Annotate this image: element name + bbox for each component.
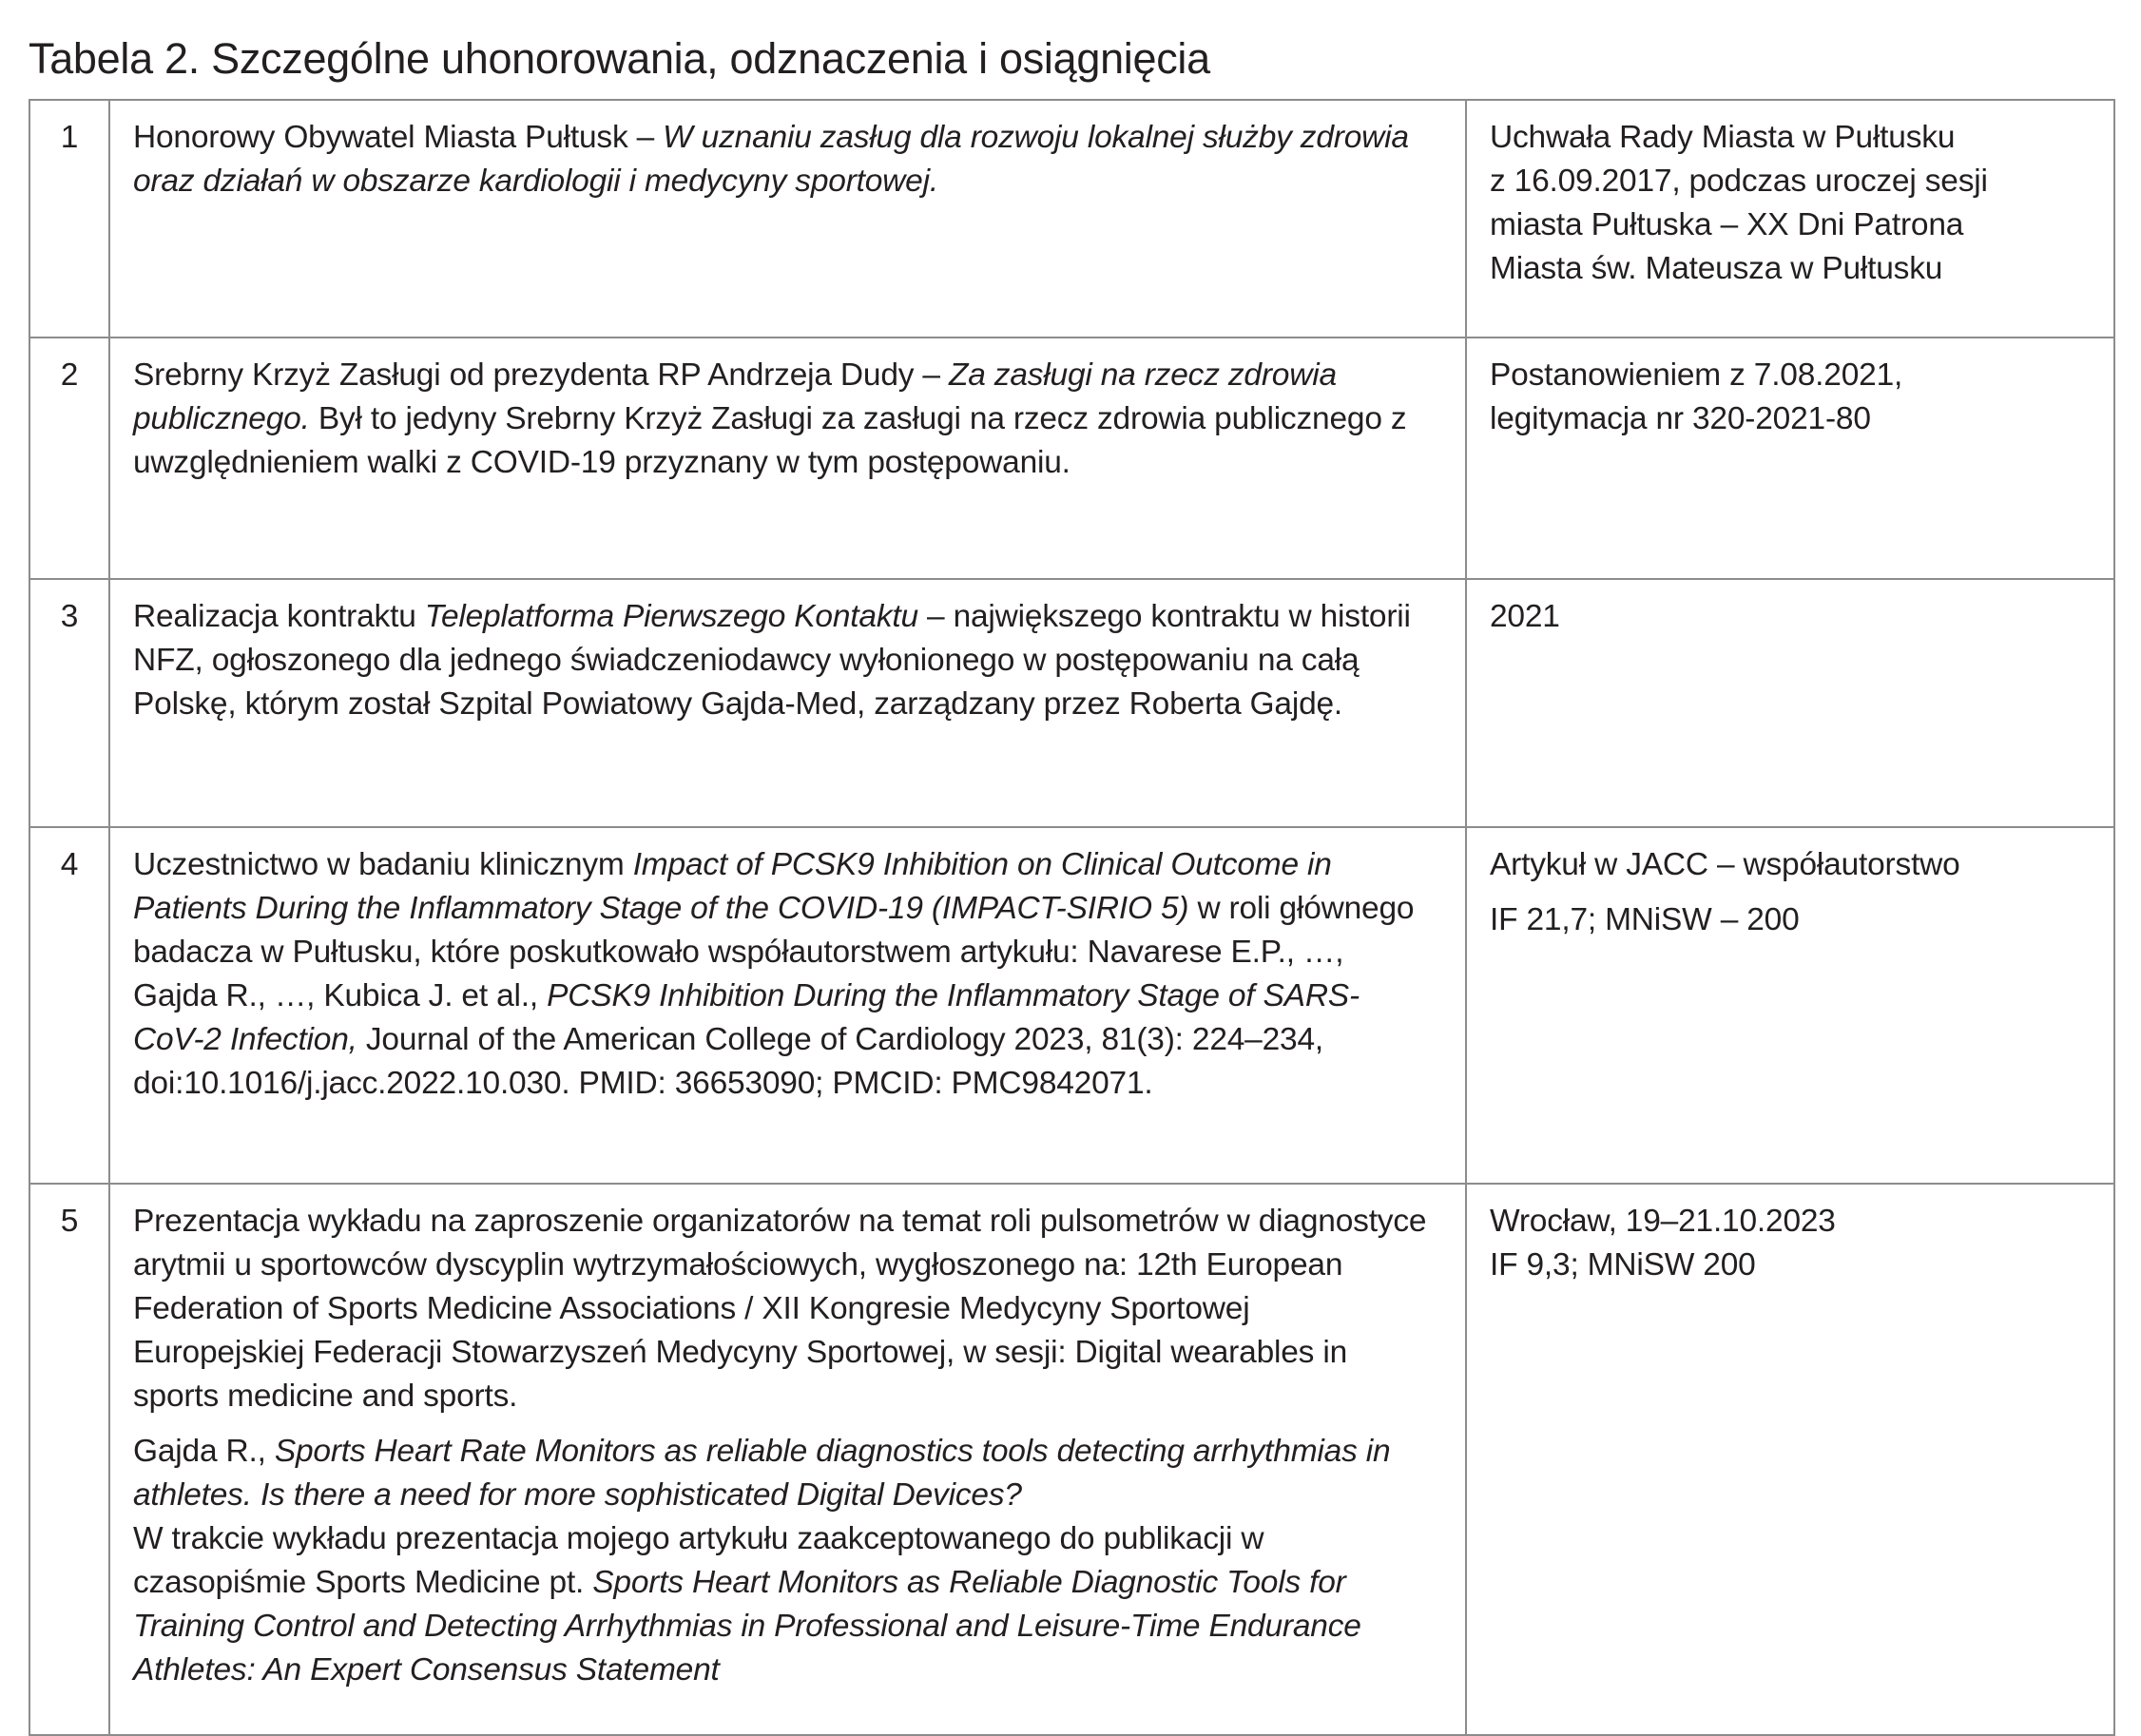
row-source xyxy=(1466,338,2114,579)
table-row xyxy=(29,1184,2114,1735)
row-description xyxy=(109,338,1466,579)
honors-table xyxy=(29,99,2115,1736)
description-paragraph xyxy=(133,1430,1427,1517)
description-text: – największego kontraktu w historii NFZ, ogłoszonego dla jednego świadczeniodawcy wyłonionego w postępowaniu na całą Polskę, którym został Szpital Powiatowy Gajda-Med, zarządzany przez Roberta Gajdę. xyxy=(133,599,1411,722)
description-italic: W uznaniu zasług dla rozwoju lokalnej służby zdrowia oraz działań w obszarze kardiologii i medycyny sportowej. xyxy=(133,120,1409,199)
description-paragraph xyxy=(133,1517,1427,1692)
description-italic: Sports Heart Monitors as Reliable Diagnostic Tools for Training Control and Detecting Arrhythmias in Professional and Leisure-Time Endurance Athletes: An Expert Consensus Statement xyxy=(133,1565,1361,1688)
source-line: Miasta św. Mateusza w Pułtusku xyxy=(1490,251,1943,286)
table-caption: Tabela 2. Szczególne uhonorowania, odznaczenia i osiągnięcia xyxy=(29,34,1210,83)
row-description xyxy=(109,827,1466,1184)
source-line: Artykuł w JACC – współautorstwo xyxy=(1490,847,1960,882)
source-line: miasta Pułtuska – XX Dni Patrona xyxy=(1490,207,1964,242)
description-text: Srebrny Krzyż Zasługi od prezydenta RP Andrzeja Dudy – xyxy=(133,357,949,393)
description-italic: Za zasługi na rzecz zdrowia publicznego. xyxy=(133,357,1337,436)
description-italic: PCSK9 Inhibition During the Inflammatory Stage of SARS-CoV-2 Infection, xyxy=(133,978,1360,1057)
row-description xyxy=(109,1184,1466,1735)
description-italic: Impact of PCSK9 Inhibition on Clinical Outcome in Patients During the Inflammatory Stage of the COVID-19 (IMPACT-SIRIO 5) xyxy=(133,847,1332,926)
source-line: IF 21,7; MNiSW – 200 xyxy=(1490,902,1800,937)
row-number: 5 xyxy=(29,1184,109,1735)
table-row xyxy=(29,827,2114,1184)
table-row xyxy=(29,338,2114,579)
row-source xyxy=(1466,827,2114,1184)
row-source xyxy=(1466,100,2114,338)
table-row xyxy=(29,579,2114,827)
source-line: IF 9,3; MNiSW 200 xyxy=(1490,1247,1756,1283)
source-line: legitymacja nr 320-2021-80 xyxy=(1490,401,1871,436)
row-source xyxy=(1466,579,2114,827)
description-italic: Teleplatforma Pierwszego Kontaktu xyxy=(424,599,918,634)
description-text: Realizacja kontraktu xyxy=(133,599,425,634)
source-line: z 16.09.2017, podczas uroczej sesji xyxy=(1490,164,1988,199)
row-number: 1 xyxy=(29,100,109,338)
row-number: 4 xyxy=(29,827,109,1184)
row-number: 3 xyxy=(29,579,109,827)
table-row xyxy=(29,100,2114,338)
description-text: Uczestnictwo w badaniu klinicznym xyxy=(133,847,633,882)
description-text: W trakcie wykładu prezentacja mojego artykułu zaakceptowanego do publikacji w czasopiśmie Sports Medicine pt. xyxy=(133,1521,1264,1600)
row-description xyxy=(109,100,1466,338)
description-text: Gajda R., xyxy=(133,1434,275,1469)
source-line: Postanowieniem z 7.08.2021, xyxy=(1490,357,1903,393)
row-number: 2 xyxy=(29,338,109,579)
source-line: Uchwała Rady Miasta w Pułtusku xyxy=(1490,120,1956,155)
description-text: Był to jedyny Srebrny Krzyż Zasługi za zasługi na rzecz zdrowia publicznego z uwzględnieniem walki z COVID-19 przyznany w tym postępowaniu. xyxy=(133,401,1407,480)
row-source xyxy=(1466,1184,2114,1735)
source-line: 2021 xyxy=(1490,599,1560,634)
row-description xyxy=(109,579,1466,827)
description-text: w roli głównego badacza w Pułtusku, które poskutkowało współautorstwem artykułu: Navarese E.P., …, Gajda R., …, Kubica J. et al., xyxy=(133,891,1415,1013)
description-text: Honorowy Obywatel Miasta Pułtusk – xyxy=(133,120,664,155)
description-text: Journal of the American College of Cardiology 2023, 81(3): 224–234, doi:10.1016/j.jacc.2022.10.030. PMID: 36653090; PMCID: PMC9842071. xyxy=(133,1022,1324,1101)
description-paragraph: Prezentacja wykładu na zaproszenie organizatorów na temat roli pulsometrów w diagnostyce arytmii u sportowców dyscyplin wytrzymałościowych, wygłoszonego na: 12th European Federation of Sports Medicine Associations / XII Kongresie Medycyny Sportowej Europejskiej Federacji Stowarzyszeń Medycyny Sportowej, w sesji: Digital wearables in sports medicine and sports. xyxy=(133,1204,1427,1414)
description-italic: Sports Heart Rate Monitors as reliable diagnostics tools detecting arrhythmias in athletes. Is there a need for more sophisticated Digital Devices? xyxy=(133,1434,1391,1513)
source-line: Wrocław, 19–21.10.2023 xyxy=(1490,1204,1836,1239)
